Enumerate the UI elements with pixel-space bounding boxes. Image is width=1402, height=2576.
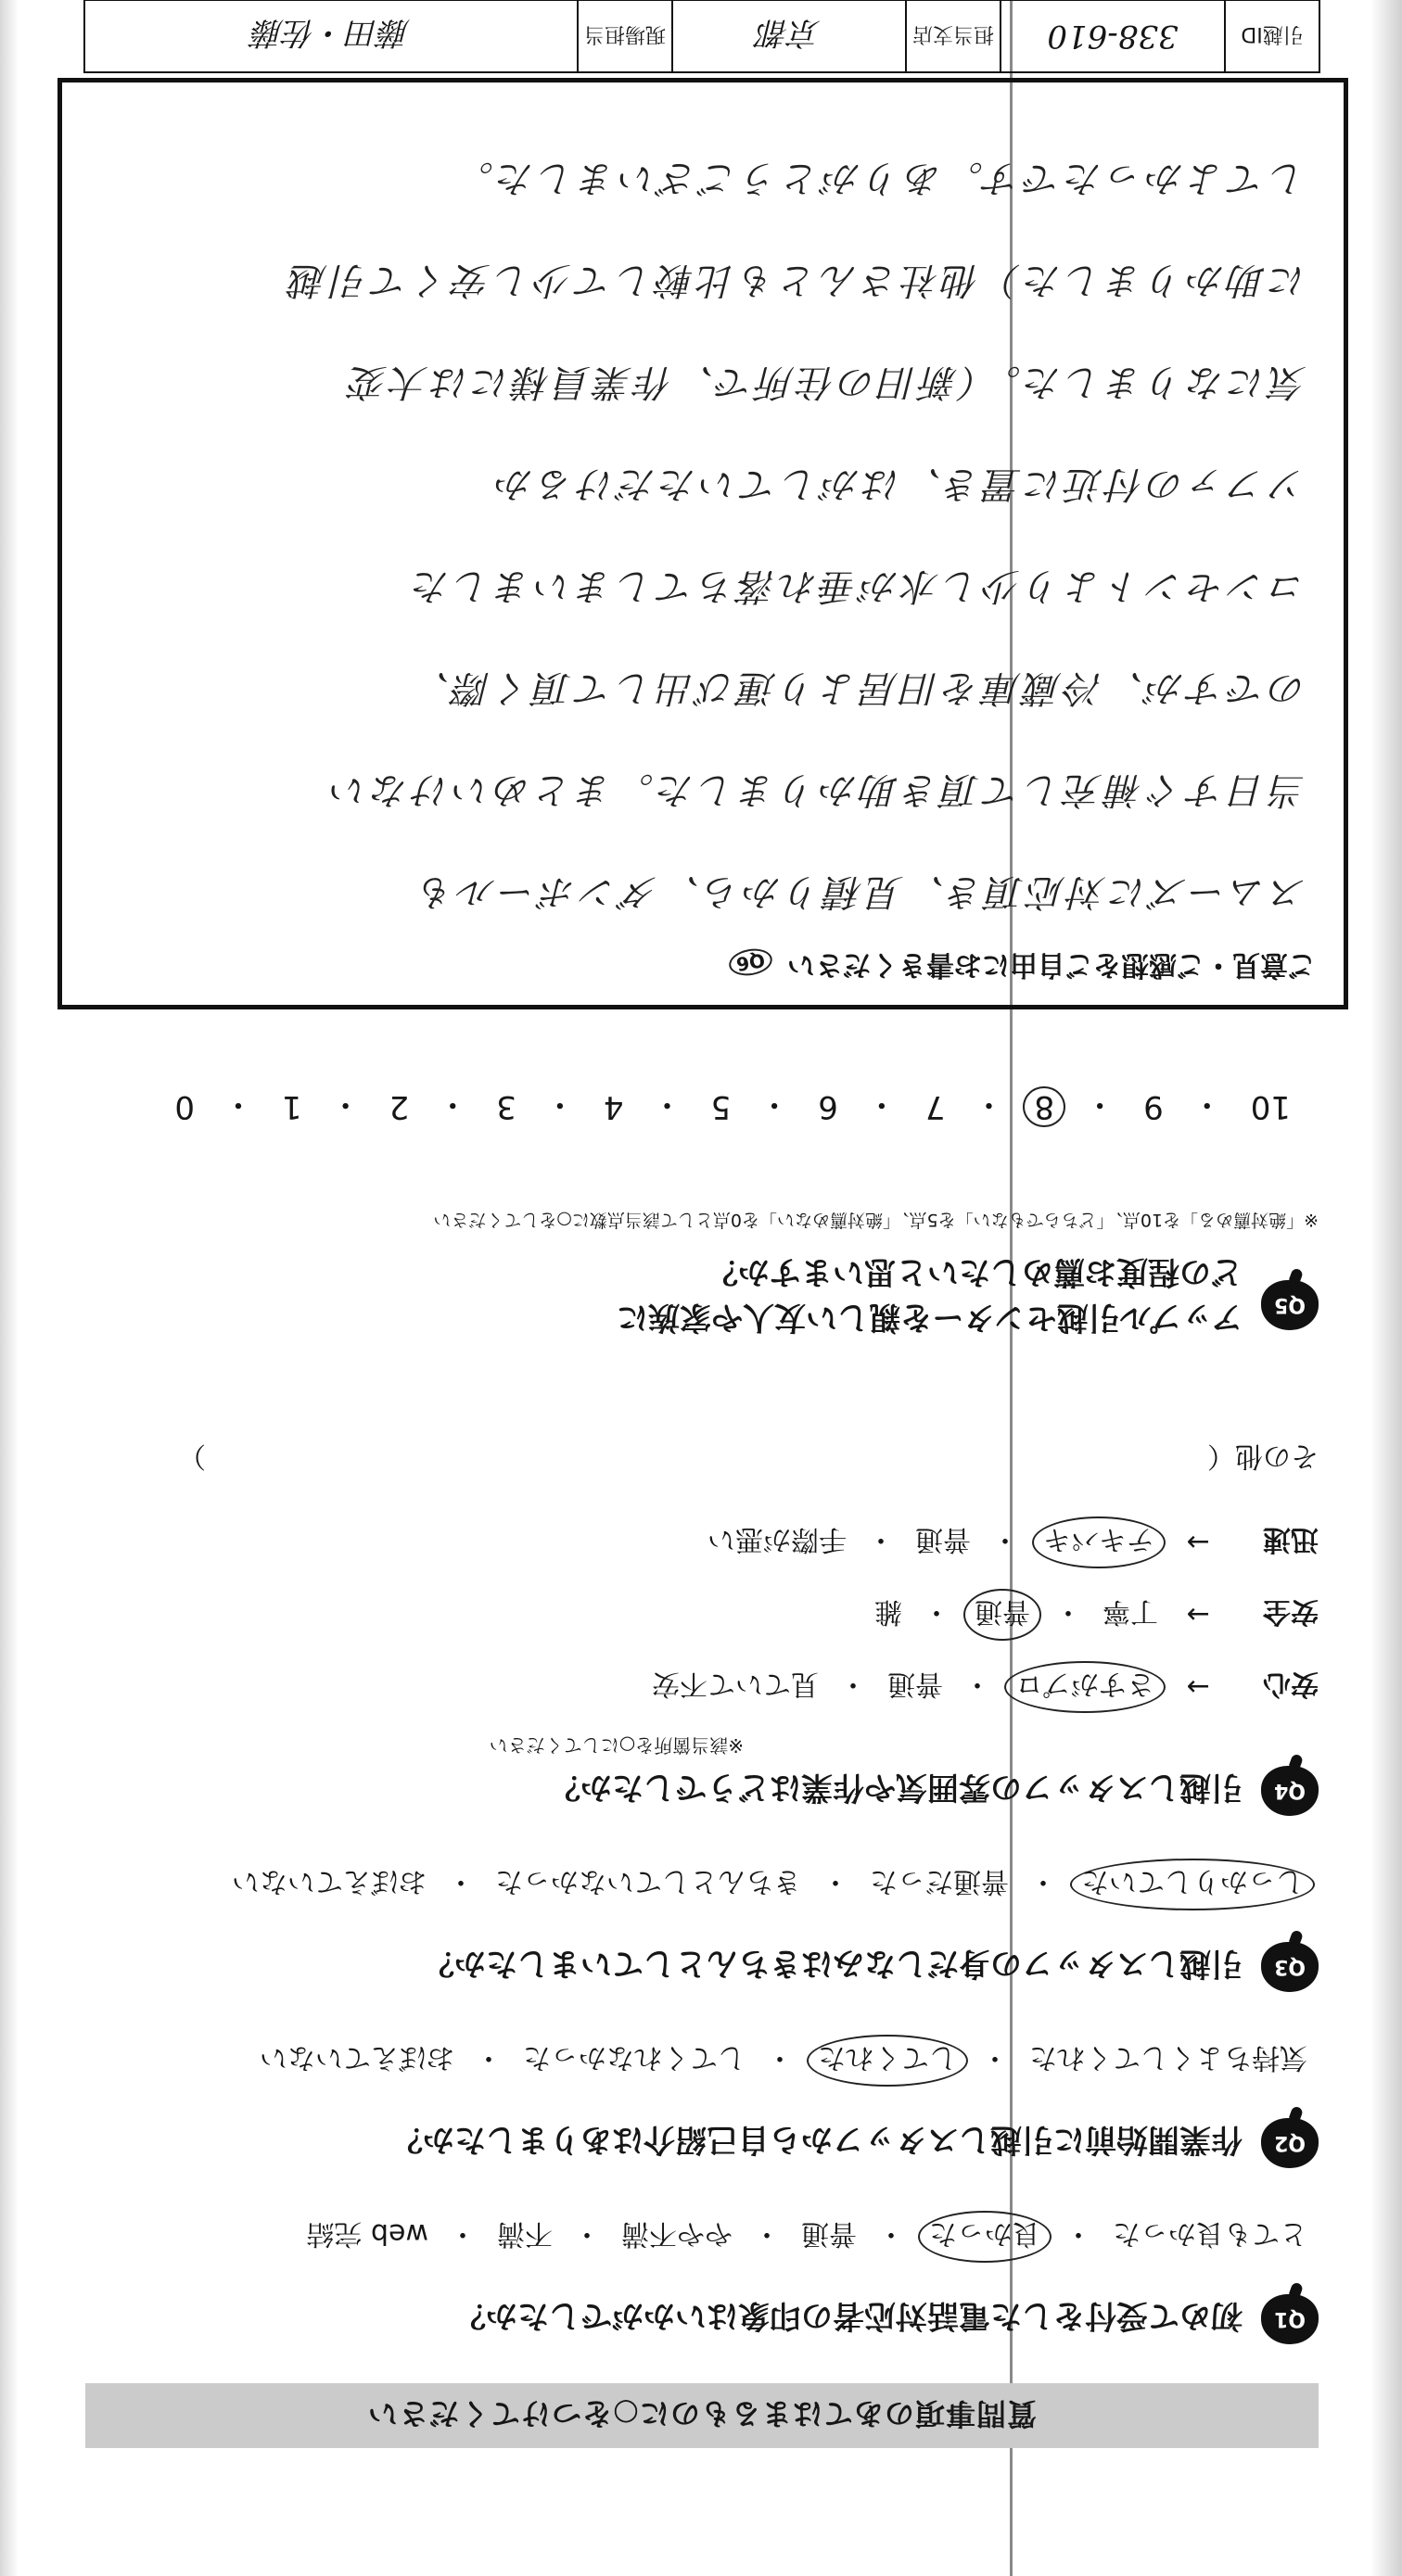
q3-text: 引越しスタッフの身だしなみはきちんとしていましたか？	[423, 1945, 1243, 1983]
q5-text-line1: アップル引越センターを親しい友人や家族に	[617, 1299, 1243, 1336]
q4-row-label: 安心	[1263, 1668, 1319, 1700]
q4-other-row	[48, 1439, 1319, 1479]
q5-text-line2: どの程度お薦めしたいと思いますか？	[707, 1253, 1243, 1290]
q1-option[interactable]: 不満	[497, 2217, 553, 2250]
question-4	[48, 1439, 1319, 1816]
q4-row-anshin: 安心 → さすがプロ ・ 普通 ・ 見ていて不安	[48, 1661, 1319, 1713]
q4-note: ※該当箇所を○にしてください	[489, 1734, 744, 1757]
scan-edge-right	[0, 0, 19, 2576]
q4-row-anzen: 安全 → 丁寧 ・ 普通 ・ 雑	[48, 1589, 1319, 1641]
q2-text: 作業開始前に引越しスタッフから自己紹介はありましたか？	[391, 2121, 1243, 2159]
branch-value: 京都	[671, 1, 905, 71]
q1-option[interactable]: web 完結	[306, 2217, 428, 2250]
score-option[interactable]: 10	[1250, 1088, 1291, 1126]
comment-line: スムーズに対応頂き、見積りから、ダンボールも	[414, 870, 1306, 913]
score-option[interactable]: 2	[389, 1088, 410, 1126]
q3-option-selected[interactable]: しっかりしていた	[1070, 1859, 1315, 1910]
instruction-text: 質問事項のあてはまるものに○をつけてください	[367, 2396, 1037, 2431]
q4-other-label: その他（	[1207, 1440, 1319, 1472]
q2-option-selected[interactable]: してくれた	[807, 2035, 968, 2087]
q2-option[interactable]: 気持ちよくしてくれた	[1029, 2041, 1307, 2074]
arrow-right-icon: →	[1186, 1598, 1210, 1631]
score-option[interactable]: 0	[174, 1088, 195, 1126]
move-id-value: 338-610	[1000, 1, 1224, 71]
comment-line: してよかったです。ありがとうございました。	[452, 157, 1306, 199]
q1-option[interactable]: やや不満	[621, 2217, 733, 2250]
comments-title	[729, 947, 1316, 988]
q4-other-close: ）	[178, 1440, 206, 1472]
instruction-banner	[85, 2383, 1319, 2448]
q1-option-selected[interactable]: 良かった	[918, 2211, 1052, 2263]
branch-label: 担当支店	[905, 1, 1000, 71]
q4-option[interactable]: 丁寧	[1102, 1595, 1158, 1628]
q4-option-selected[interactable]: さすがプロ	[1004, 1661, 1166, 1713]
q4-option[interactable]: 手際が悪い	[707, 1523, 847, 1555]
q1-badge-icon: Q1	[1261, 2294, 1319, 2344]
comment-line: に助かりました）他社さんとも比較して少し安くて引越	[287, 259, 1306, 301]
q4-option-selected[interactable]: テキパキ	[1032, 1516, 1166, 1568]
q1-text: 初めて受付をした電話対応者の印象はいかがでしたか？	[454, 2297, 1243, 2335]
q3-options: しっかりしていた ・ 普通だった ・ きちんとしていなかった ・ おぼえていない	[48, 1859, 1315, 1910]
q1-option[interactable]: とても良かった	[1113, 2217, 1307, 2250]
move-id-label: 引越ID	[1224, 1, 1319, 71]
q5-badge-icon: Q5	[1261, 1280, 1319, 1330]
q4-row-jinsoku: 迅速 → テキパキ ・ 普通 ・ 手際が悪い	[48, 1516, 1319, 1568]
comment-line: コンセントより少し水が垂れ落ちてしまいました	[409, 565, 1306, 607]
q4-option-selected[interactable]: 普通	[963, 1589, 1041, 1641]
q2-options: 気持ちよくしてくれた ・ してくれた ・ してくれなかった ・ おぼえていない	[48, 2035, 1315, 2087]
q4-option[interactable]: 普通	[887, 1668, 943, 1700]
q2-option[interactable]: おぼえていない	[260, 2041, 454, 2074]
q3-option[interactable]: おぼえていない	[232, 1865, 427, 1897]
score-option[interactable]: 6	[818, 1088, 838, 1126]
q5-note: ※「絶対薦める」を10点、「どちらでもない」を5点、「絶対薦めない」を0点として該当点数に○をしてください	[433, 1210, 1319, 1230]
score-option[interactable]: 5	[710, 1088, 732, 1126]
question-5	[48, 1209, 1319, 1343]
q2-badge-icon: Q2	[1261, 2118, 1319, 2168]
arrow-right-icon: →	[1186, 1526, 1210, 1559]
comment-line: 気になりました。（新旧の住所で、作業員様には大変	[346, 361, 1306, 403]
site-leader-value: 藤田・佐藤	[252, 14, 410, 52]
score-option[interactable]: 1	[281, 1088, 302, 1126]
q3-option[interactable]: 普通だった	[870, 1865, 1009, 1897]
comment-line: 当日すぐ補充して頂き助かりました。まとめいけない	[327, 768, 1306, 811]
q2-option[interactable]: してくれなかった	[523, 2041, 746, 2074]
q1-options: とても良かった ・ 良かった ・ 普通 ・ やや不満 ・ 不満 ・ web 完結	[48, 2211, 1315, 2263]
score-option-selected[interactable]: 8	[1023, 1087, 1065, 1128]
question-1	[48, 2211, 1319, 2344]
comment-line: のですが、冷蔵庫を旧居より運び出して頂く際、	[409, 666, 1306, 709]
arrow-right-icon: →	[1186, 1670, 1210, 1704]
q4-text: 引越しスタッフの雰囲気や作業はどうでしたか？	[549, 1769, 1243, 1807]
question-3	[48, 1859, 1319, 1992]
scan-edge-left	[1370, 0, 1402, 2576]
score-option[interactable]: 7	[924, 1088, 946, 1126]
score-option[interactable]: 3	[496, 1088, 516, 1126]
score-option[interactable]: 9	[1143, 1088, 1164, 1126]
q6-handwritten-badge: Q6	[727, 945, 774, 979]
q3-option[interactable]: きちんとしていなかった	[495, 1865, 801, 1897]
q5-score-scale: 10 ・ 9 ・ 8 ・ 7 ・ 6 ・ 5 ・ 4 ・ 3 ・ 2 ・ 1 ・ 0	[165, 1085, 1300, 1130]
q1-option[interactable]: 普通	[801, 2217, 857, 2250]
q4-option[interactable]: 普通	[915, 1523, 971, 1555]
q4-option[interactable]: 雑	[874, 1595, 902, 1628]
staff-info-table	[83, 0, 1320, 73]
q4-row-label: 迅速	[1263, 1523, 1319, 1555]
q4-row-label: 安全	[1263, 1595, 1319, 1628]
score-option[interactable]: 4	[603, 1088, 624, 1126]
q4-option[interactable]: 見ていて不安	[652, 1668, 819, 1700]
comments-title-text: ご意見・ご感想をご自由にお書きください	[787, 948, 1316, 981]
comment-line: ソファの付近に置き、はがしていただけるか	[492, 463, 1306, 505]
q4-badge-icon: Q4	[1261, 1766, 1319, 1816]
site-leader-label: 現場担当	[577, 1, 671, 71]
q3-badge-icon: Q3	[1261, 1942, 1319, 1992]
comments-box[interactable]	[57, 78, 1348, 1009]
question-2	[48, 2035, 1319, 2168]
